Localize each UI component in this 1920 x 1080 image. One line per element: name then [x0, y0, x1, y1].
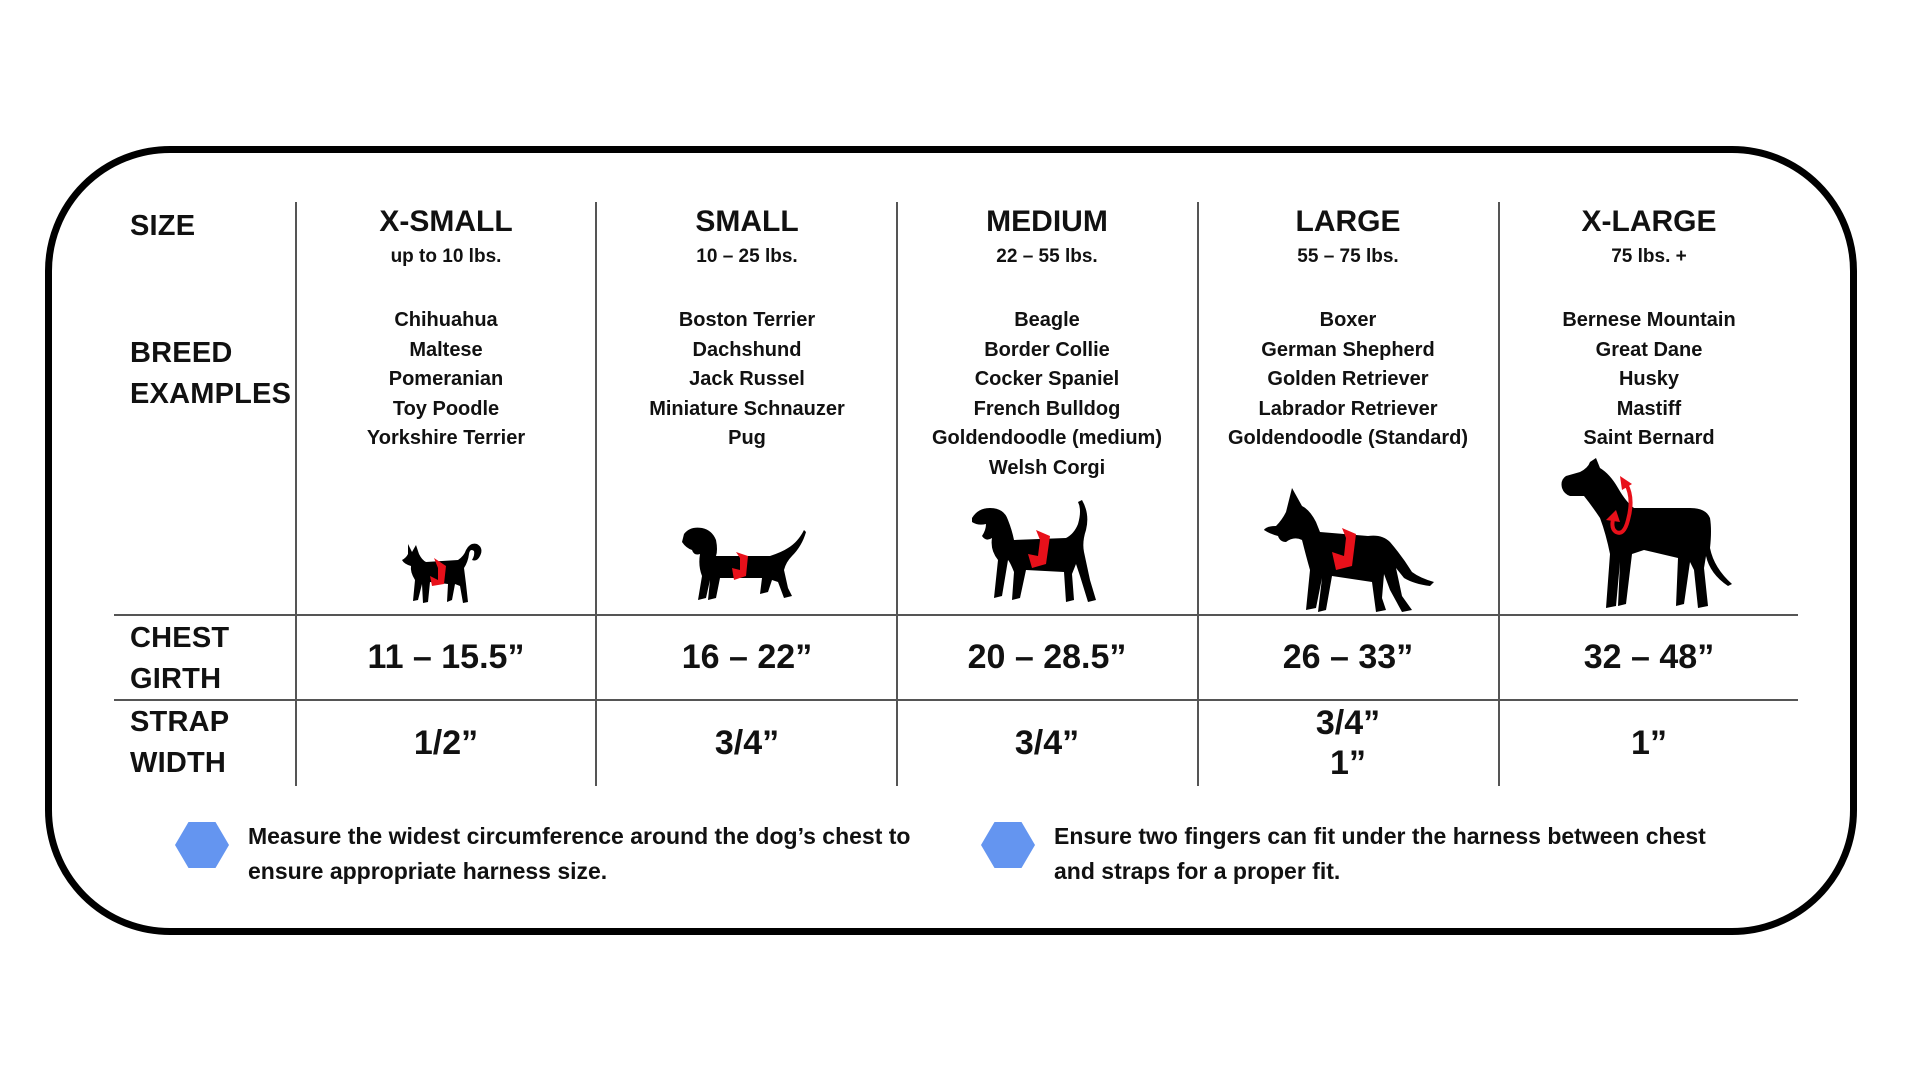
- weight-range: 75 lbs. +: [1611, 246, 1687, 267]
- breed-item: Goldendoodle (Standard): [1228, 427, 1468, 449]
- note-two-fingers: [981, 822, 1706, 889]
- breed-item: Labrador Retriever: [1258, 397, 1438, 420]
- label-size: SIZE: [130, 210, 196, 242]
- strap-width-value: 1”: [1330, 744, 1366, 782]
- breed-item: Toy Poodle: [392, 397, 500, 420]
- breed-item: Welsh Corgi: [988, 456, 1106, 479]
- breed-item: Golden Retriever: [1267, 368, 1429, 390]
- size-name: MEDIUM: [986, 205, 1108, 238]
- note-line: ensure appropriate harness size.: [248, 858, 608, 884]
- column-x-small: [296, 204, 596, 454]
- breed-item: Pomeranian: [388, 368, 504, 390]
- size-name: X-LARGE: [1581, 205, 1717, 238]
- note-measure-chest: [175, 822, 910, 889]
- strap-width-medium: [897, 700, 1197, 786]
- chest-girth-x-large: 32 – 48”: [1583, 638, 1715, 676]
- breed-item: Bernese Mountain: [1562, 309, 1736, 331]
- breed-item: Great Dane: [1595, 338, 1703, 361]
- chest-girth-x-small: 11 – 15.5”: [367, 638, 525, 676]
- note-text: [1054, 819, 1706, 889]
- column-x-large: [1499, 204, 1799, 454]
- breed-item: Boxer: [1319, 309, 1377, 331]
- strap-width-x-large: [1499, 700, 1799, 786]
- strap-width-value: 1”: [1631, 724, 1667, 762]
- column-small: [597, 204, 897, 454]
- breed-item: Saint Bernard: [1583, 427, 1715, 449]
- strap-width-small: [597, 700, 897, 786]
- weight-range: 10 – 25 lbs.: [696, 246, 798, 267]
- note-line: and straps for a proper fit.: [1054, 858, 1341, 884]
- chest-girth-medium: 20 – 28.5”: [967, 638, 1127, 676]
- label-strap: STRAP: [130, 706, 230, 738]
- label-girth: GIRTH: [130, 663, 222, 695]
- label-chest: CHEST: [130, 622, 230, 654]
- hexagon-bullet-icon: [175, 822, 229, 868]
- weight-range: up to 10 lbs.: [390, 246, 502, 267]
- strap-width-x-small: [296, 700, 596, 786]
- breed-list: [897, 306, 1197, 483]
- breed-list: [597, 306, 897, 454]
- label-strap-width: [130, 702, 229, 784]
- note-text: [248, 819, 910, 889]
- label-chest-girth: [130, 618, 229, 700]
- strap-width-large: [1198, 700, 1498, 786]
- german-shepherd-silhouette-icon: [1262, 486, 1436, 616]
- hexagon-bullet-icon: [981, 822, 1035, 868]
- strap-width-value: 3/4”: [1014, 724, 1080, 762]
- dachshund-silhouette-icon: [680, 526, 812, 610]
- label-width: WIDTH: [130, 747, 227, 779]
- note-line: Measure the widest circumference around the dog’s chest to: [248, 823, 911, 849]
- size-name: SMALL: [695, 205, 799, 238]
- note-line: Ensure two fingers can fit under the harness between chest: [1054, 823, 1706, 849]
- breed-item: German Shepherd: [1261, 338, 1435, 361]
- breed-item: Miniature Schnauzer: [649, 397, 845, 420]
- breed-item: Jack Russel: [689, 368, 805, 390]
- weight-range: 22 – 55 lbs.: [996, 246, 1098, 267]
- breed-item: Border Collie: [984, 338, 1110, 361]
- breed-item: Husky: [1618, 368, 1680, 390]
- label-breed-examples: [130, 333, 291, 415]
- breed-item: Pug: [728, 427, 766, 449]
- breed-item: Cocker Spaniel: [974, 368, 1120, 390]
- breed-item: Chihuahua: [394, 309, 498, 331]
- strap-width-value: 1/2”: [413, 724, 479, 762]
- beagle-silhouette-icon: [970, 500, 1106, 608]
- breed-item: Dachshund: [692, 338, 802, 361]
- breed-item: Boston Terrier: [678, 309, 816, 331]
- great-dane-silhouette-icon: [1560, 458, 1736, 610]
- size-name: X-SMALL: [379, 205, 513, 238]
- size-name: LARGE: [1295, 205, 1401, 238]
- breed-item: French Bulldog: [973, 397, 1121, 420]
- breed-item: Mastiff: [1616, 397, 1682, 420]
- label-examples: EXAMPLES: [130, 378, 292, 410]
- breed-item: Beagle: [1014, 309, 1080, 331]
- label-breed: BREED: [130, 337, 233, 369]
- chest-girth-small: 16 – 22”: [681, 638, 813, 676]
- breed-item: Goldendoodle (medium): [932, 427, 1162, 449]
- breed-item: Yorkshire Terrier: [366, 427, 526, 449]
- breed-item: Maltese: [409, 338, 483, 361]
- column-medium: [897, 204, 1197, 483]
- breed-list: [1499, 306, 1799, 454]
- breed-list: [296, 306, 596, 454]
- strap-width-value: 3/4”: [1315, 704, 1381, 742]
- column-large: [1198, 204, 1498, 454]
- chest-girth-large: 26 – 33”: [1282, 638, 1414, 676]
- chihuahua-silhouette-icon: [400, 540, 484, 610]
- breed-list: [1198, 306, 1498, 454]
- weight-range: 55 – 75 lbs.: [1297, 246, 1399, 267]
- strap-width-value: 3/4”: [714, 724, 780, 762]
